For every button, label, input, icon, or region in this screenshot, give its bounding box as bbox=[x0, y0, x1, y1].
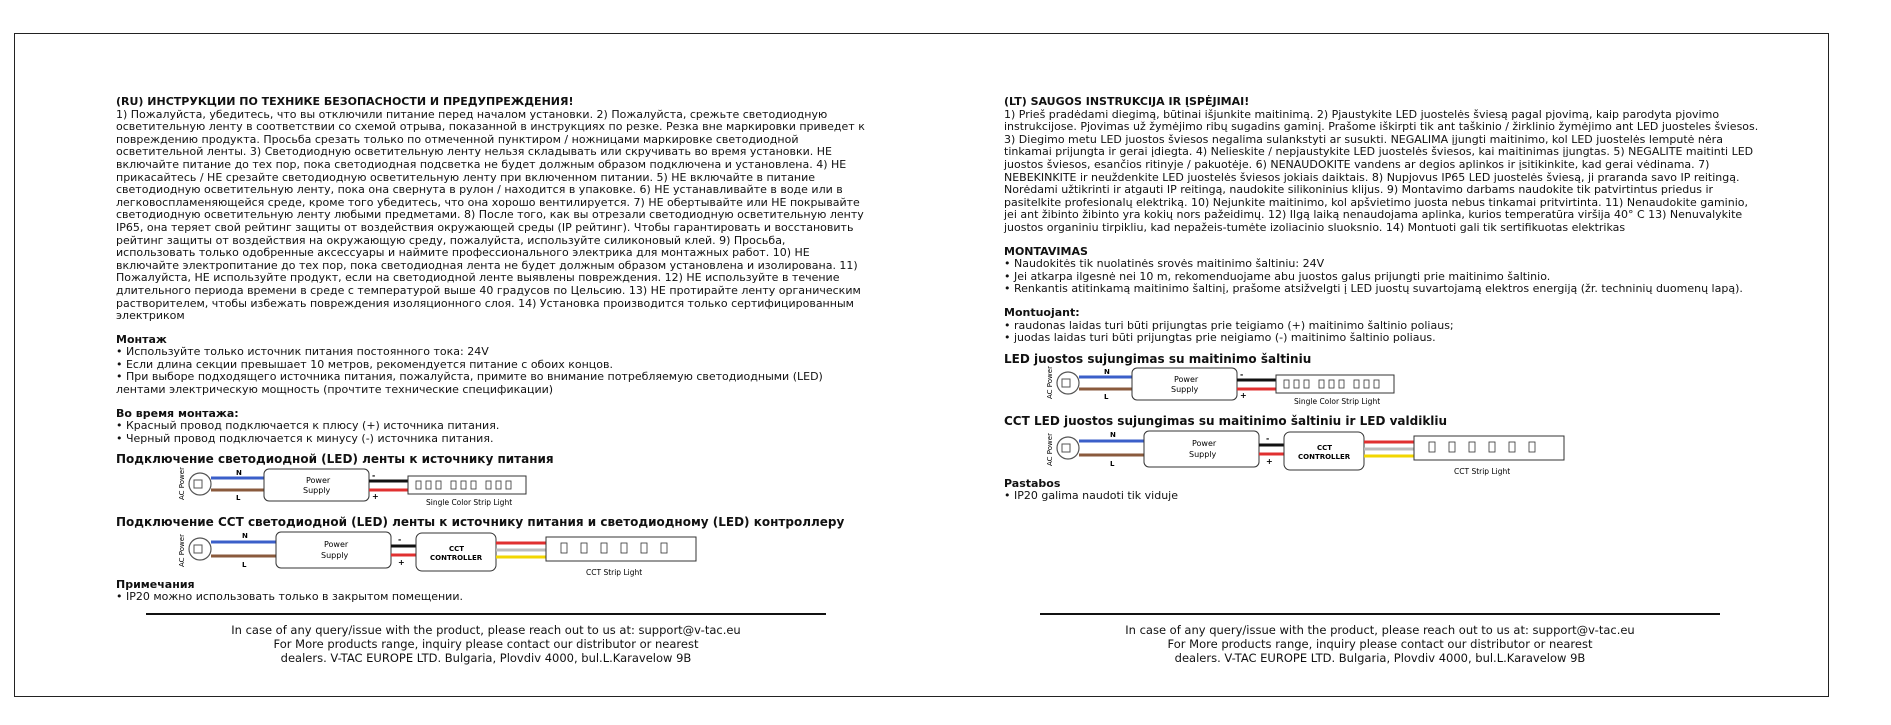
lt-safety-text: 1) Prieš pradėdami diegimą, būtinai išjunkite maitinimą. 2) Pjaustykite LED juostelės šviesą pagal pjovimą, kaip parodyta pjovimo instrukcijose. Pjovimas už žymėjimo ribų sugadins gaminį. Prašome iškirpti tik ant taškinio / žirklinio žymėjimo ant LED juosteles šviesos. 3) Diegimo metu LED juostos šviesos negalima sulankstyti ar susukti. NEGALIMA įjungti maitinimo, kol LED juostelės lemputė nėra tinkamai prijungta ir gerai įdiegta. 4) Nelieskite / nepjaustykite LED juostelės šviesos, kai maitinimas įjungtas. 5) NEGALITE maitinti LED juostos šviesos, esančios ritinyje / pakuotėje. 6) NENAUDOKITE vandens ar degios aplinkos ir įsitikinkite, kad gerai vėdinama. 7) NEBEKINKITE ir neuždenkite LED juostelės šviesos jokiais daiktais. 8) Nupjovus IP65 LED juostelės šviesą, ji praranda savo IP reitingą. Norėdami užtikrinti ir atgauti IP reitingą, naudokite silikoninius klijus. 9) Montavimo darbams naudokite tik patvirtintus priedus ir pasitelkite profesionalų elektriką. 10) Nejunkite maitinimo, kol apšvietimo juosta nebus tinkamai pritvirtinta. 11) Nenaudokite gaminio, jei ant žibinto žibinto yra kokių nors pažeidimų. 12) Ilgą laiką nenaudojama aplinka, kurios temperatūra viršija 40° C 13) Nenuvalykite juostos organiniu tirpikliu, kad nepažeis-tumėte izoliacinio sluoksnio. 14) Montuoti gali tik sertifikuotas elektrikas bbox=[1004, 107, 1759, 234]
ru-column bbox=[116, 96, 866, 604]
lt-title: (LT) SAUGOS INSTRUKCIJA IR ĮSPĖJIMAI! bbox=[1004, 95, 1250, 108]
l-label: L bbox=[236, 494, 241, 503]
lt-during-title: Montuojant: bbox=[1004, 305, 1080, 319]
ru-mount-item: • Используйте только источник питания постоянного тока: 24V bbox=[116, 345, 489, 359]
ru-single-color-wiring-diagram bbox=[176, 466, 536, 508]
footer-address-line: dealers. V-TAC EUROPE LTD. Bulgaria, Plovdiv 4000, bul.L.Karavelow 9B bbox=[280, 651, 692, 665]
plus-label: + bbox=[1266, 456, 1273, 466]
ac-power-label: AC Power bbox=[178, 533, 186, 567]
ru-mount-item: • При выборе подходящего источника питания, пожалуйста, примите во внимание потребляемую светодиодными (LED) лентами электрическую мощность (прочтите технические спецификации) bbox=[116, 370, 823, 397]
lt-during-item: • raudonas laidas turi būti prijungtas prie teigiamo (+) maitinimo šaltinio poliaus; bbox=[1004, 318, 1454, 332]
ac-power-label: AC Power bbox=[178, 467, 186, 501]
footer-divider bbox=[1040, 613, 1720, 615]
ru-mount-title: Монтаж bbox=[116, 332, 167, 346]
plus-label: + bbox=[372, 492, 379, 502]
lt-footer bbox=[1040, 623, 1720, 665]
ac-plug-icon bbox=[1057, 372, 1079, 394]
plus-label: + bbox=[398, 557, 405, 567]
lt-diagram1-title: LED juostos sujungimas su maitinimo šaltiniu bbox=[1004, 351, 1312, 366]
l-label: L bbox=[1104, 393, 1109, 402]
ru-safety-text: 1) Пожалуйста, убедитесь, что вы отключили питание перед началом установки. 2) Пожалуйста, срежьте светодиодную осветительную ленту в соответствии со схемой отрыва, показанной в инструкциях по резке. Резка вне маркировки приведет к повреждению продукта. Просьба срезать только по отмеченной пунктиром / ножницами маркировке светодиодной осветительной ленты. 3) Светодиодную осветительную ленту нельзя складывать или скручивать во время установки. НЕ включайте питание до тех пор, пока светодиодная подсветка не будет должным образом подключена и установлена. 4) НЕ прикасайтесь / НЕ срезайте светодиодную осветительную ленту при включенном питании. 5) НЕ включайте в питание светодиодную осветительную ленту, пока она свернута в рулон / находится в упаковке. 6) НЕ устанавливайте в воде или в легковоспламеняющейся среде, кроме того убедитесь, что она хорошо вентилируется. 7) НЕ обертывайте или НЕ покрывайте светодиодную осветительную ленту любыми предметами. 8) После того, как вы отрезали светодиодную осветительную ленту IP65, она теряет свой рейтинг защиты от воздействия окружающей среды (IP рейтинг). Чтобы гарантировать и восстановить рейтинг защиты от воздействия на окружающую среду, пожалуйста, используйте силиконовый клей. 9) Просьба, использовать только одобренные аксессуары и наймите профессионального электрика для монтажных работ. 10) НЕ включайте электропитание до тех пор, пока светодиодная лента не будет должным образом установлена и изолирована. 11) Пожалуйста, НЕ используйте продукт, если на светодиодной ленте выявлены повреждения. 12) НЕ используйте в течение длительного периода времени в среде с температурой выше 40 градусов по Цельсию. 13) НЕ протирайте ленту органическим растворителем, чтобы избежать повреждения изоляционного слоя. 14) Установка производится только сертифицированным электриком bbox=[116, 107, 865, 323]
footer-contact-line: For More products range, inquiry please contact our distributor or nearest bbox=[1167, 637, 1593, 651]
ru-footer bbox=[146, 623, 826, 665]
n-label: N bbox=[1110, 430, 1116, 439]
controller-label: CONTROLLER bbox=[430, 553, 483, 562]
lt-mount-item: • Jei atkarpa ilgesnė nei 10 m, rekomenduojame abu juostos galus prijungti prie maitinimo šaltinio. bbox=[1004, 269, 1551, 283]
footer-contact-line: In case of any query/issue with the product, please reach out to us at: support@v-tac.eu bbox=[1125, 623, 1635, 637]
power-supply-label: Power bbox=[1192, 438, 1217, 448]
ac-plug-icon bbox=[1057, 437, 1079, 459]
ru-cct-wiring-diagram bbox=[176, 529, 706, 579]
power-supply-label: Power bbox=[306, 476, 331, 486]
lt-during-item: • juodas laidas turi būti prijungtas prie neigiamo (-) maitinimo šaltinio poliaus. bbox=[1004, 331, 1436, 345]
cct-strip-label: CCT Strip Light bbox=[1454, 466, 1511, 476]
ru-during-item: • Черный провод подключается к минусу (-) источника питания. bbox=[116, 431, 494, 445]
cct-label: CCT bbox=[449, 544, 465, 553]
cct-label: CCT bbox=[1317, 443, 1333, 452]
ac-plug-icon bbox=[189, 538, 211, 560]
lt-mount-item: • Renkantis atitinkamą maitinimo šaltinį, prašome atsižvelgti į LED juostų suvartojamą elektros energiją (žr. techninių duomenų lapą). bbox=[1004, 282, 1743, 296]
ru-notes-title: Примечания bbox=[116, 577, 195, 591]
n-label: N bbox=[236, 469, 242, 478]
lt-diagram2-title: CCT LED juostos sujungimas su maitinimo šaltiniu ir LED valdikliu bbox=[1004, 414, 1448, 429]
ru-notes-item: • IP20 можно использовать только в закрытом помещении. bbox=[116, 590, 463, 604]
minus-label: - bbox=[398, 534, 402, 544]
lt-notes-item: • IP20 galima naudoti tik viduje bbox=[1004, 489, 1178, 503]
minus-label: - bbox=[1266, 433, 1270, 443]
lt-column bbox=[1004, 96, 1764, 503]
lt-notes-title: Pastabos bbox=[1004, 476, 1061, 490]
power-supply-label: Power bbox=[324, 539, 349, 549]
power-supply-box bbox=[276, 532, 391, 568]
ac-plug-icon bbox=[189, 473, 211, 495]
power-supply-label: Supply bbox=[1171, 385, 1199, 395]
plus-label: + bbox=[1240, 391, 1247, 401]
single-strip-label: Single Color Strip Light bbox=[1294, 397, 1381, 407]
ac-power-label: AC Power bbox=[1046, 432, 1054, 466]
ac-power-label: AC Power bbox=[1046, 366, 1054, 400]
n-label: N bbox=[1104, 368, 1110, 377]
minus-label: - bbox=[372, 471, 376, 481]
l-label: L bbox=[242, 560, 247, 569]
ru-title: (RU) ИНСТРУКЦИИ ПО ТЕХНИКЕ БЕЗОПАСНОСТИ И ПРЕДУПРЕЖДЕНИЯ! bbox=[116, 95, 574, 108]
power-supply-label: Supply bbox=[1189, 449, 1217, 459]
controller-label: CONTROLLER bbox=[1298, 452, 1351, 461]
ru-during-title: Во время монтажа: bbox=[116, 406, 239, 420]
footer-contact-line: For More products range, inquiry please contact our distributor or nearest bbox=[273, 637, 699, 651]
power-supply-label: Power bbox=[1174, 375, 1199, 385]
ru-mount-item: • Если длина секции превышает 10 метров, рекомендуется питание с обоих концов. bbox=[116, 357, 613, 371]
footer-divider bbox=[146, 613, 826, 615]
n-label: N bbox=[242, 531, 248, 540]
cct-strip-label: CCT Strip Light bbox=[586, 567, 643, 577]
power-supply-label: Supply bbox=[321, 550, 349, 560]
lt-cct-wiring-diagram bbox=[1044, 428, 1574, 478]
lt-mount-title: MONTAVIMAS bbox=[1004, 244, 1088, 258]
power-supply-box bbox=[264, 469, 369, 501]
l-label: L bbox=[1110, 459, 1115, 468]
footer-address-line: dealers. V-TAC EUROPE LTD. Bulgaria, Plovdiv 4000, bul.L.Karavelow 9B bbox=[1174, 651, 1586, 665]
footer-contact-line: In case of any query/issue with the product, please reach out to us at: support@v-tac.eu bbox=[231, 623, 741, 637]
lt-single-color-wiring-diagram bbox=[1044, 365, 1404, 407]
minus-label: - bbox=[1240, 370, 1244, 380]
power-supply-box bbox=[1144, 431, 1259, 467]
ru-diagram2-title: Подключение CCT светодиодной (LED) ленты к источнику питания и светодиодному (LED) контроллеру bbox=[116, 515, 845, 530]
single-strip-label: Single Color Strip Light bbox=[426, 498, 513, 508]
ru-diagram1-title: Подключение светодиодной (LED) ленты к источнику питания bbox=[116, 452, 554, 467]
power-supply-box bbox=[1132, 368, 1237, 400]
power-supply-label: Supply bbox=[303, 486, 331, 496]
lt-mount-item: • Naudokitės tik nuolatinės srovės maitinimo šaltiniu: 24V bbox=[1004, 257, 1325, 271]
ru-during-item: • Красный провод подключается к плюсу (+) источника питания. bbox=[116, 419, 500, 433]
